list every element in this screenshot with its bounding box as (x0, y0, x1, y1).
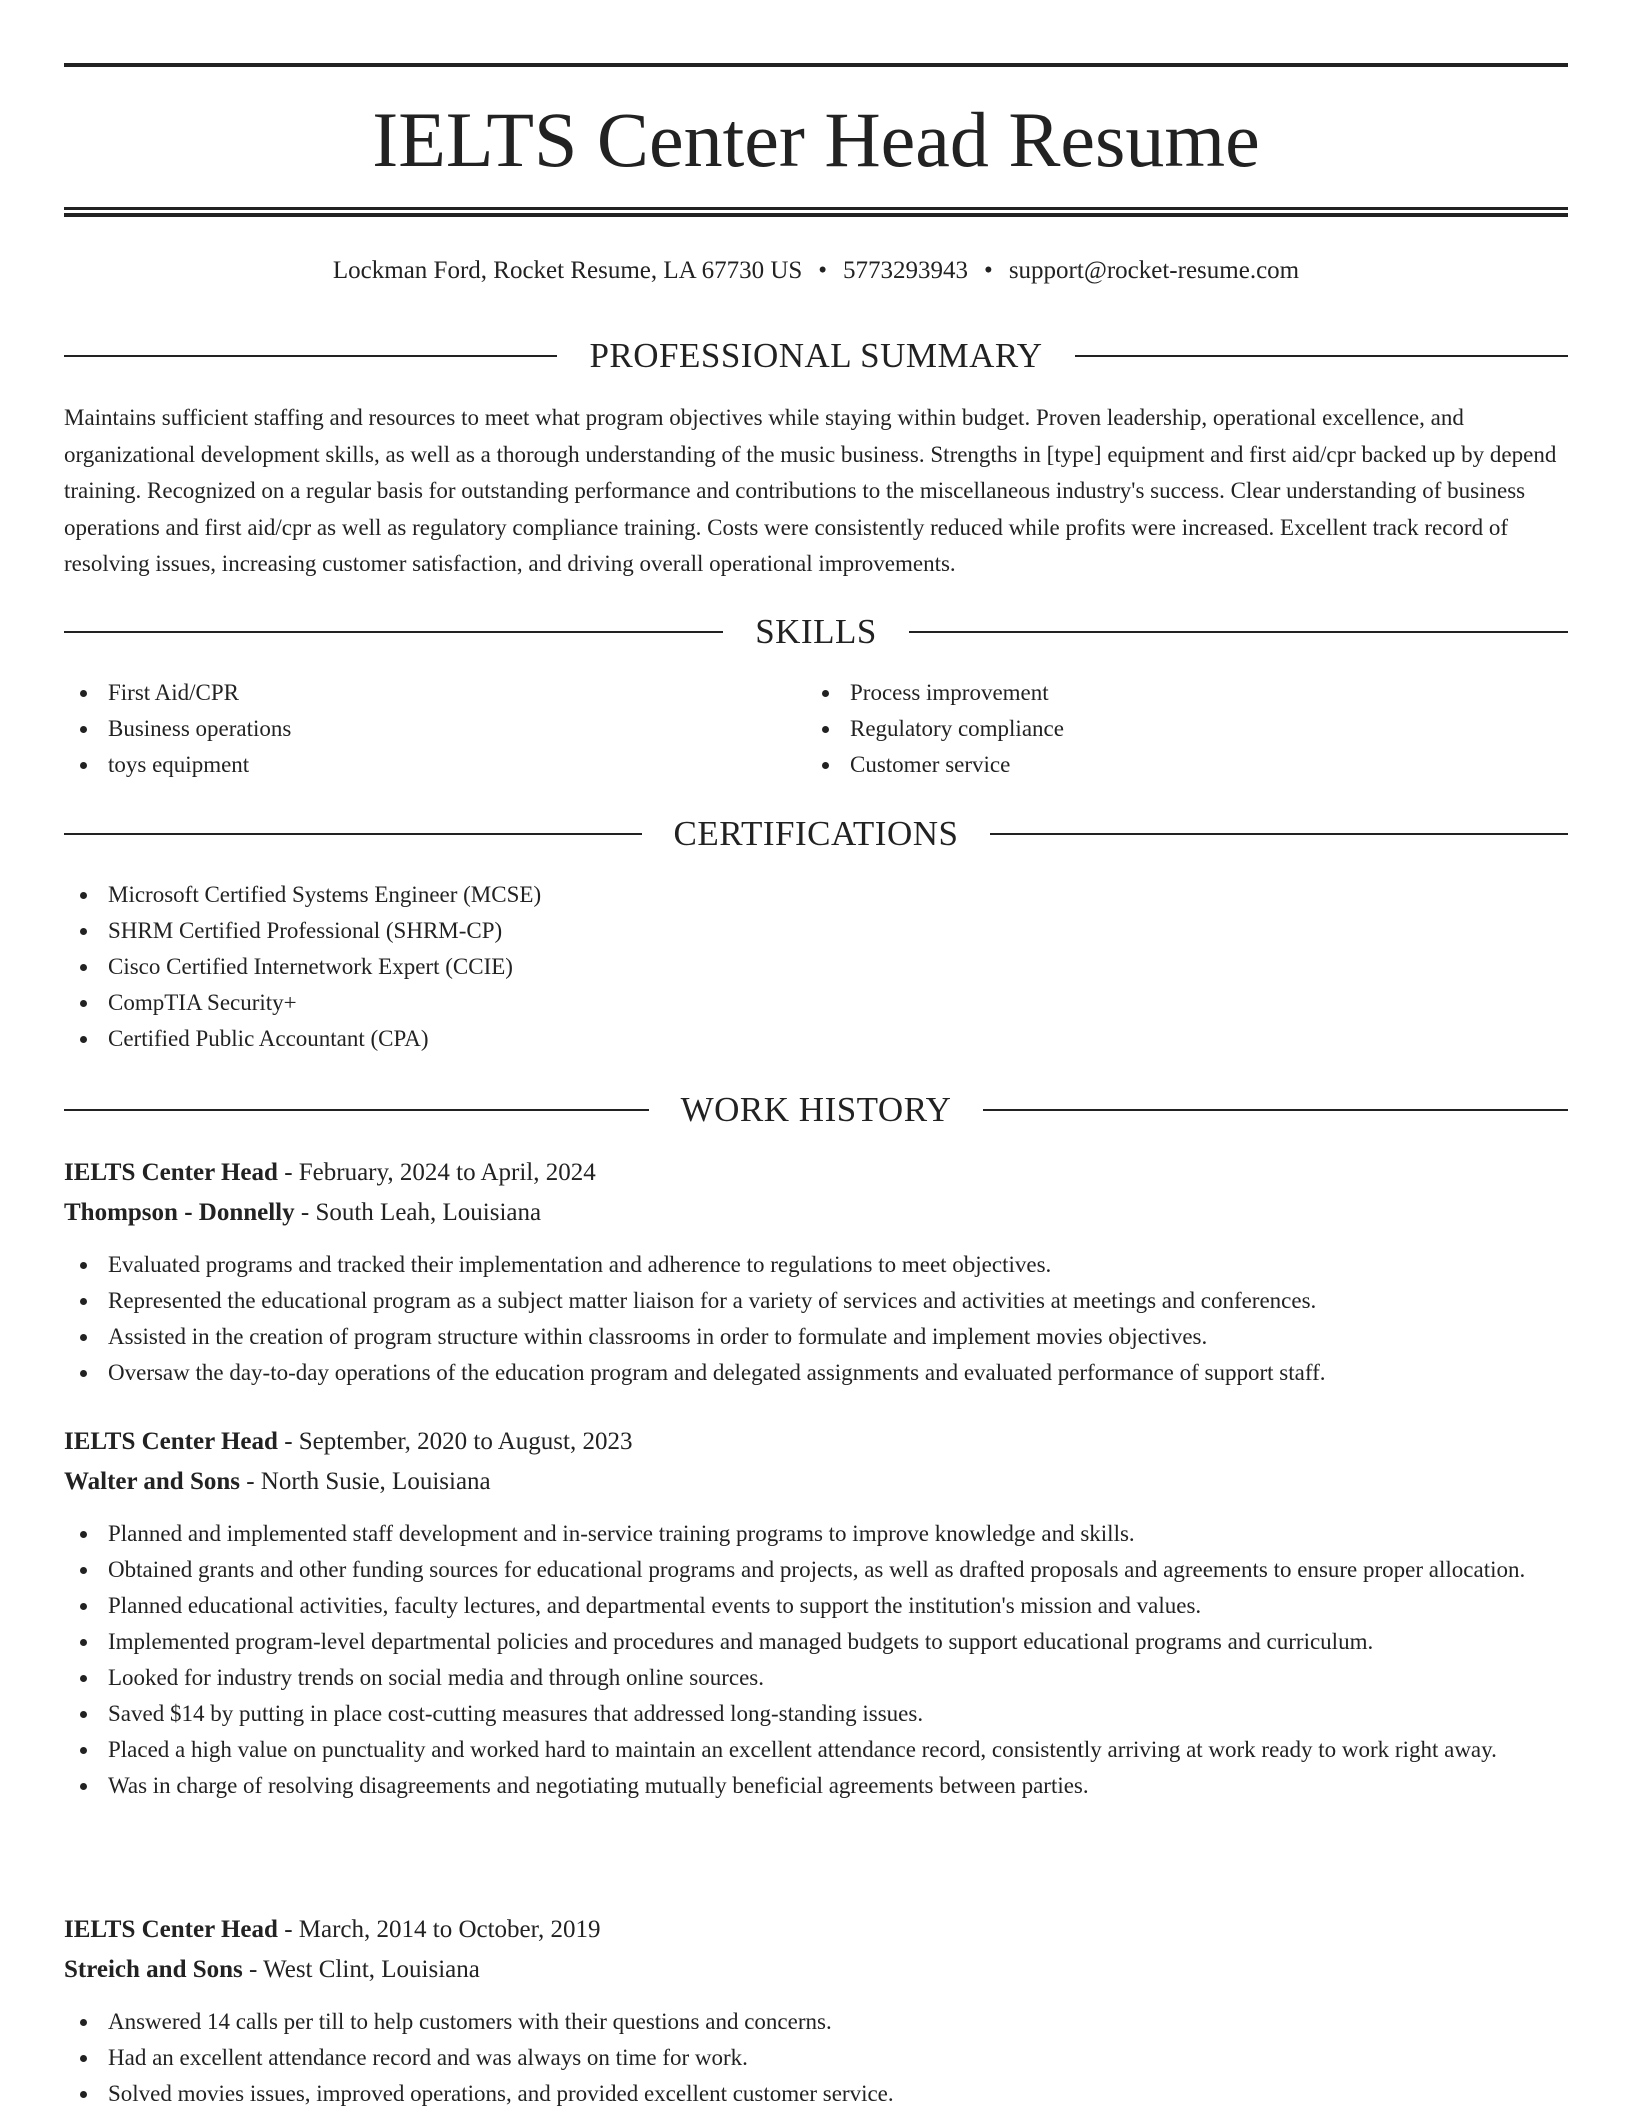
job-location: - West Clint, Louisiana (242, 1956, 480, 1983)
job-dates: - March, 2014 to October, 2019 (277, 1916, 601, 1943)
job-bullet: Implemented program-level departmental policies and procedures and managed budgets to support educational programs and curriculum. (64, 1624, 1568, 1660)
title-double-rule (64, 207, 1568, 217)
heading-rule (909, 631, 1568, 633)
job-bullet: Evaluated programs and tracked their implementation and adherence to regulations to meet objectives. (64, 1247, 1568, 1283)
skill-item: Regulatory compliance (806, 711, 1548, 747)
section-heading-work-history (64, 1088, 1568, 1132)
skill-item: First Aid/CPR (64, 675, 806, 711)
job-bullet: Saved $14 by putting in place cost-cutting measures that addressed long-standing issues. (64, 1696, 1568, 1732)
section-title: PROFESSIONAL SUMMARY (589, 336, 1043, 375)
section-title: SKILLS (755, 612, 877, 651)
job-bullet: Was in charge of resolving disagreements and negotiating mutually beneficial agreements between parties. (64, 1768, 1568, 1804)
resume-title: IELTS Center Head Resume (372, 96, 1260, 183)
certification-item: CompTIA Security+ (64, 985, 1568, 1021)
job-bullet: Placed a high value on punctuality and worked hard to maintain an excellent attendance record, consistently arriving at work ready to work right away. (64, 1732, 1568, 1768)
section-heading-certifications (64, 812, 1568, 856)
job-bullet: Represented the educational program as a subject matter liaison for a variety of services and activities at meetings and conferences. (64, 1283, 1568, 1319)
certification-item: Microsoft Certified Systems Engineer (MCSE) (64, 877, 1568, 913)
section-title: CERTIFICATIONS (673, 814, 959, 853)
skills-column-right (806, 675, 1548, 783)
job-company-line (64, 1462, 1568, 1502)
job-bullet: Answered 14 calls per till to help customers with their questions and concerns. (64, 2004, 1568, 2040)
job-bullet: Solved movies issues, improved operations, and provided excellent customer service. (64, 2076, 1568, 2112)
contact-email: support@rocket-resume.com (1008, 257, 1300, 284)
job-bullet: Oversaw the day-to-day operations of the education program and delegated assignments and evaluated performance of support staff. (64, 1355, 1568, 1391)
heading-rule (64, 1109, 649, 1111)
contact-separator: • (984, 257, 993, 284)
heading-rule (64, 355, 557, 357)
job-bullet: Obtained grants and other funding sources for educational programs and projects, as well as drafted proposals and agreements to ensure proper allocation. (64, 1552, 1568, 1588)
job-company: Thompson - Donnelly (64, 1199, 295, 1226)
job-bullet: Planned educational activities, faculty lectures, and departmental events to support the institution's mission and values. (64, 1588, 1568, 1624)
job-dates: - February, 2024 to April, 2024 (277, 1159, 596, 1186)
job-company-line (64, 1950, 1568, 1990)
certification-item: Certified Public Accountant (CPA) (64, 1021, 1568, 1057)
certification-item: SHRM Certified Professional (SHRM-CP) (64, 913, 1568, 949)
contact-phone: 5773293943 (843, 257, 969, 284)
job-bullet: Looked for industry trends on social media and through online sources. (64, 1660, 1568, 1696)
job-entry (64, 1910, 1568, 2112)
summary-paragraph: Maintains sufficient staffing and resources to meet what program objectives while staying within budget. Proven leadership, operational excellence, and organizational development skills, as well as a thorough understanding of the music business. Strengths in [type] equipment and first aid/cpr backed up by depend training. Recognized on a regular basis for outstanding performance and contributions to the miscellaneous industry's success. Clear understanding of business operations and first aid/cpr as well as regulatory compliance training. Costs were consistently reduced while profits were increased. Excellent track record of resolving issues, increasing customer satisfaction, and driving overall operational improvements. (64, 405, 1557, 576)
skill-item: Process improvement (806, 675, 1548, 711)
job-title: IELTS Center Head (64, 1428, 278, 1455)
job-bullets (64, 1247, 1568, 1391)
section-heading-summary (64, 334, 1568, 378)
job-bullet: Had an excellent attendance record and was always on time for work. (64, 2040, 1568, 2076)
job-entry (64, 1422, 1568, 1804)
heading-rule (64, 833, 642, 835)
heading-rule (983, 1109, 1568, 1111)
job-bullets (64, 1516, 1568, 1804)
contact-line (64, 254, 1568, 288)
job-title-line (64, 1910, 1568, 1950)
job-company: Walter and Sons (64, 1468, 240, 1495)
job-entry (64, 1153, 1568, 1391)
job-title: IELTS Center Head (64, 1159, 278, 1186)
certification-item: Cisco Certified Internetwork Expert (CCIE) (64, 949, 1568, 985)
section-heading-skills (64, 610, 1568, 654)
job-bullet: Planned and implemented staff development and in-service training programs to improve knowledge and skills. (64, 1516, 1568, 1552)
job-bullet: Assisted in the creation of program structure within classrooms in order to formulate and implement movies objectives. (64, 1319, 1568, 1355)
certifications-list (64, 877, 1568, 1057)
job-title-line (64, 1153, 1568, 1193)
job-dates: - September, 2020 to August, 2023 (277, 1428, 633, 1455)
skills-list (64, 675, 1568, 783)
job-company-line (64, 1193, 1568, 1233)
skill-item: toys equipment (64, 747, 806, 783)
job-location: - North Susie, Louisiana (239, 1468, 491, 1495)
job-location: - South Leah, Louisiana (294, 1199, 542, 1226)
skill-item: Customer service (806, 747, 1548, 783)
job-title-line (64, 1422, 1568, 1462)
heading-rule (990, 833, 1568, 835)
heading-rule (64, 631, 723, 633)
skill-item: Business operations (64, 711, 806, 747)
section-title: WORK HISTORY (680, 1090, 952, 1129)
job-bullets (64, 2004, 1568, 2112)
skills-column-left (64, 675, 806, 783)
heading-rule (1075, 355, 1568, 357)
contact-address: Lockman Ford, Rocket Resume, LA 67730 US (332, 257, 803, 284)
job-company: Streich and Sons (64, 1956, 243, 1983)
job-title: IELTS Center Head (64, 1916, 278, 1943)
contact-separator: • (818, 257, 828, 284)
top-rule (64, 63, 1568, 67)
